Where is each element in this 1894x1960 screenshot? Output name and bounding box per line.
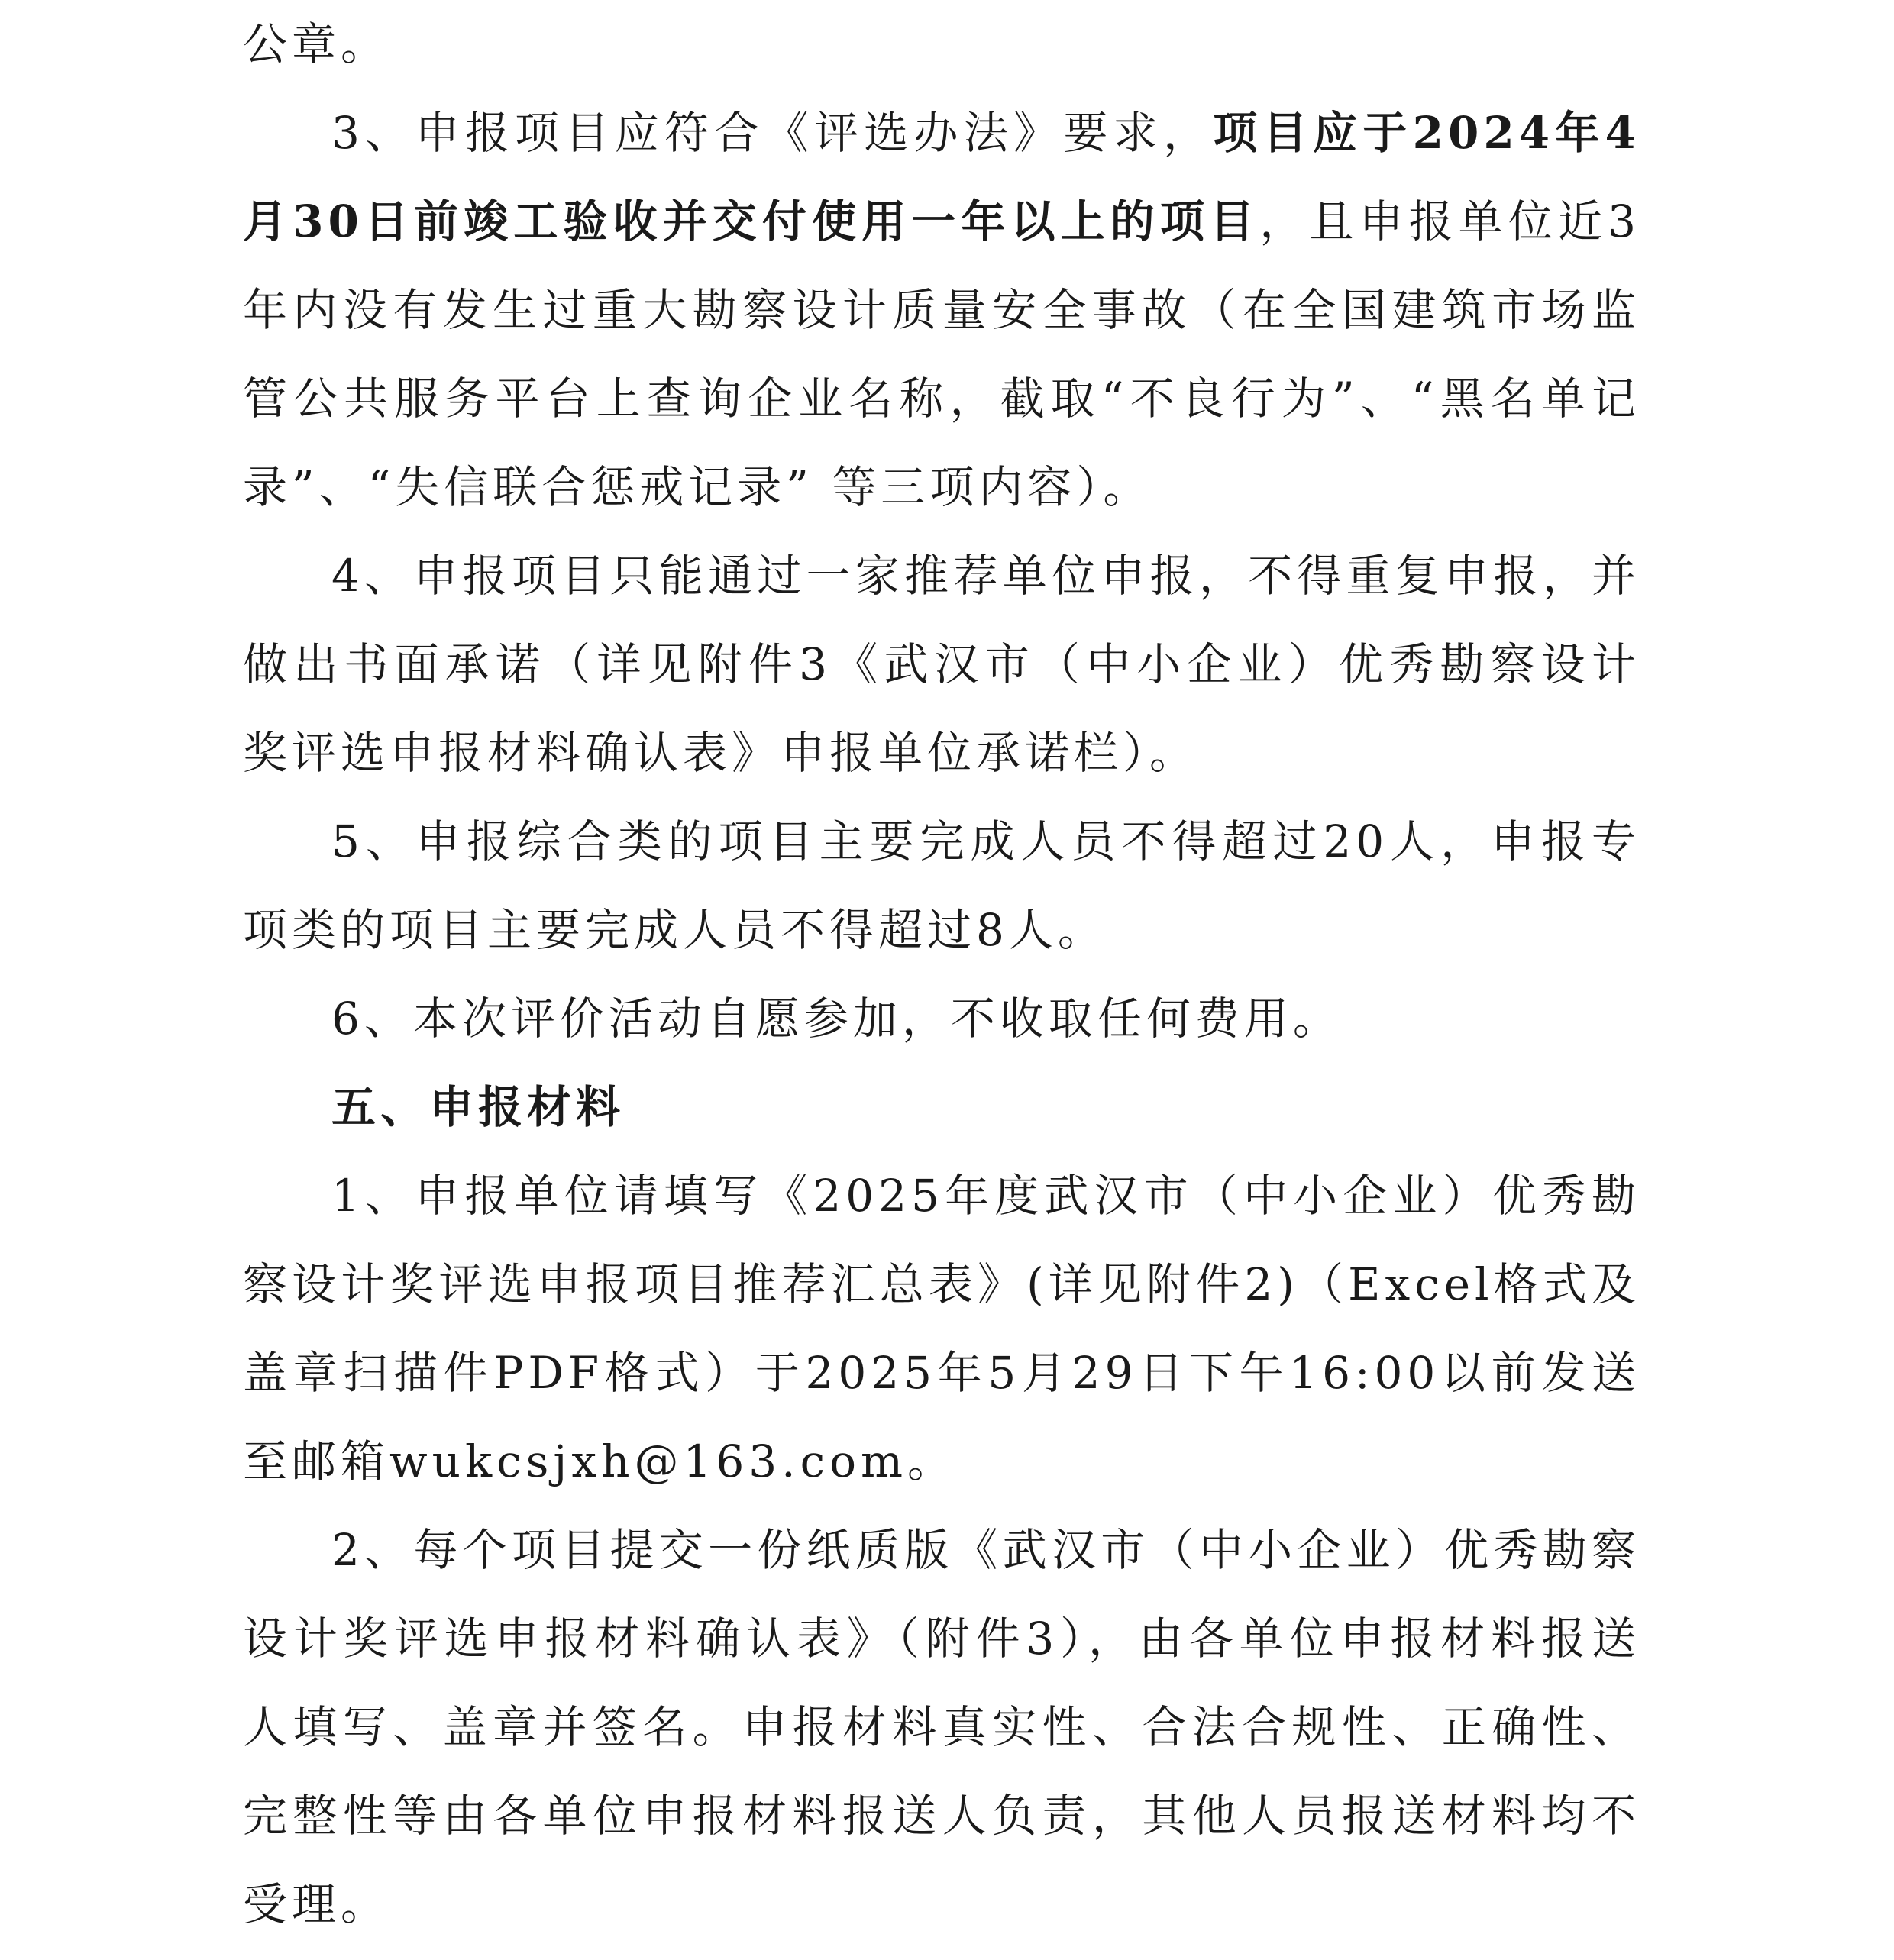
requirement-item-5: 5、申报综合类的项目主要完成人员不得超过20人，申报专项类的项目主要完成人员不得超过8人。: [243, 815, 1640, 956]
materials-item-2: 2、每个项目提交一份纸质版《武汉市（中小企业）优秀勘察设计奖评选申报材料确认表》（附件3），由各单位申报材料报送人填写、盖章并签名。申报材料真实性、合法合规性、正确性、完整性等由各单位申报材料报送人负责，其他人员报送材料均不受理。: [243, 1524, 1640, 1930]
requirement-item-4: 4、申报项目只能通过一家推荐单位申报，不得重复申报，并做出书面承诺（详见附件3《武汉市（中小企业）优秀勘察设计奖评选申报材料确认表》申报单位承诺栏）。: [243, 550, 1640, 779]
item3-text-post: ，且申报单位近3年内没有发生过重大勘察设计质量安全事故（在全国建筑市场监管公共服务平台上查询企业名称，截取“不良行为”、“黑名单记录”、“失信联合惩戒记录” 等三项内容）。: [243, 195, 1640, 513]
requirement-item-3: [243, 89, 1640, 531]
materials-item-1: 1、申报单位请填写《2025年度武汉市（中小企业）优秀勘察设计奖评选申报项目推荐汇总表》(详见附件2)（Excel格式及盖章扫描件PDF格式）于2025年5月29日下午16:00以前发送至邮箱wukcsjxh@163.com。: [243, 1170, 1640, 1487]
document-body: [243, 0, 1640, 1949]
section-heading-materials: 五、申报材料: [331, 1081, 625, 1133]
requirement-item-6: 6、本次评价活动自愿参加，不收取任何费用。: [331, 993, 1342, 1045]
item3-text-bold: 项目应于2024年4月30日前竣工验收并交付使用一年以上的项目: [243, 107, 1640, 247]
item3-text-pre: 3、申报项目应符合《评选办法》要求，: [331, 107, 1214, 159]
continuation-line: 公章。: [243, 18, 390, 70]
